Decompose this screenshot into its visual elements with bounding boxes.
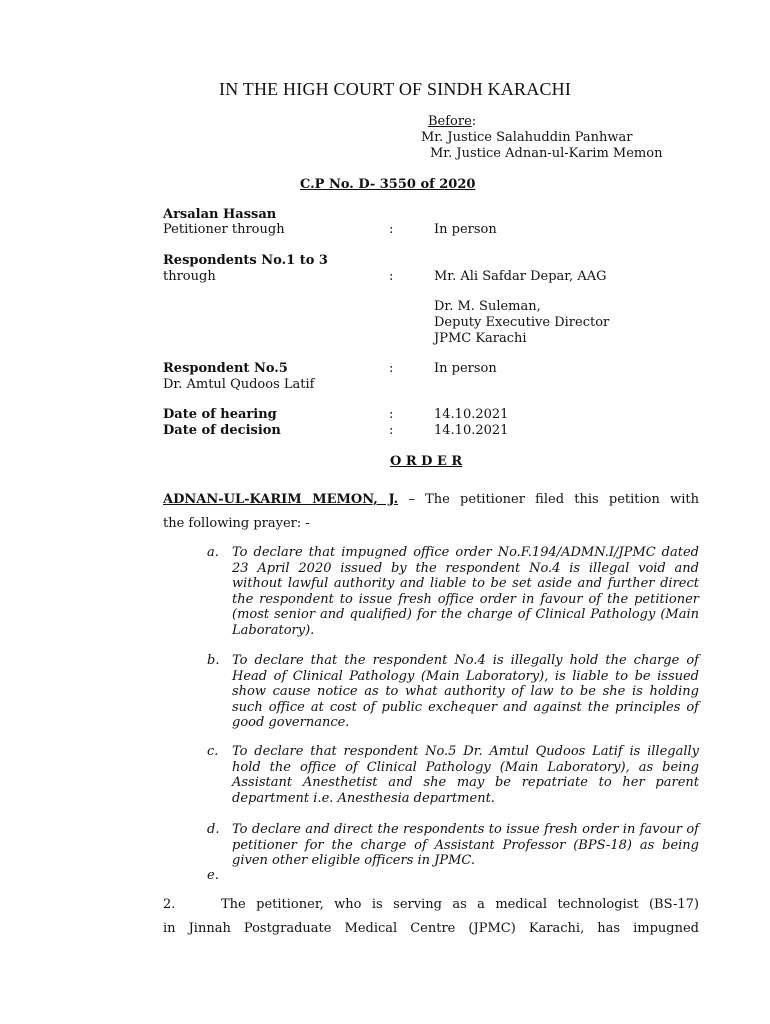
petitioner-counsel: In person xyxy=(434,222,497,237)
prayer-letter: e. xyxy=(207,868,219,883)
opening-line xyxy=(163,492,699,508)
prayer-text: To declare that the respondent No.4 is illegally hold the charge of Head of Clinical Pathology (Main Laboratory), is liable to be issued show cause notice as to what authority of law to be she is holding such office at cost of public exchequer and against the principles of good governance. xyxy=(232,653,699,731)
judge-2: Mr. Justice Adnan-ul-Karim Memon xyxy=(430,146,663,161)
prayer-text: To declare that impugned office order No.F.194/ADMN.I/JPMC dated 23 April 2020 issued by the respondent No.4 is illegal void and without lawful authority and liable to be set aside and further direct the respondent to issue fresh office order in favour of the petitioner (most senior and qualified) for the charge of Clinical Pathology (Main Laboratory). xyxy=(232,545,699,638)
prayer-item xyxy=(207,744,699,806)
hearing-date-value: 14.10.2021 xyxy=(434,407,509,422)
prayer-text: To declare and direct the respondents to issue fresh order in favour of petitioner for the charge of Assistant Professor (BPS-18) as being given other eligible officers in JPMC. xyxy=(232,822,699,869)
prayer-item xyxy=(207,822,699,869)
case-number: C.P No. D- 3550 of 2020 xyxy=(300,177,476,192)
respondents-heading: Respondents No.1 to 3 xyxy=(163,253,328,268)
respondent5-name: Dr. Amtul Qudoos Latif xyxy=(163,377,315,392)
decision-date-value: 14.10.2021 xyxy=(434,423,509,438)
paragraph-number: 2. xyxy=(163,897,176,912)
petitioner-name: Arsalan Hassan xyxy=(163,207,277,222)
colon: : xyxy=(389,222,394,237)
prayer-item xyxy=(207,545,699,639)
before-label: Before: xyxy=(428,114,477,129)
author-judge: ADNAN-UL-KARIM MEMON, J. xyxy=(163,492,399,507)
respondents-rep-line: Deputy Executive Director xyxy=(434,315,610,330)
prayer-letter: c. xyxy=(207,744,219,759)
respondents-rep-line: Dr. M. Suleman, xyxy=(434,299,541,314)
colon: : xyxy=(389,269,394,284)
prayer-letter: a. xyxy=(207,545,219,560)
judge-1: Mr. Justice Salahuddin Panhwar xyxy=(421,130,633,145)
prayer-letter: d. xyxy=(207,822,220,837)
respondent5-heading: Respondent No.5 xyxy=(163,361,288,376)
order-heading: O R D E R xyxy=(390,454,463,469)
paragraph-line: in Jinnah Postgraduate Medical Centre (JPMC) Karachi, has impugned xyxy=(163,921,699,936)
prayer-text: To declare that respondent No.5 Dr. Amtul Qudoos Latif is illegally hold the office of Clinical Pathology (Main Laboratory), as being Assistant Anesthetist and she may be repatriate to her parent department i.e. Anesthesia department. xyxy=(232,744,699,806)
respondents-through: through xyxy=(163,269,216,284)
respondent5-counsel: In person xyxy=(434,361,497,376)
decision-date-label: Date of decision xyxy=(163,423,281,438)
respondents-rep-line: JPMC Karachi xyxy=(434,331,527,346)
opening-continuation: the following prayer: - xyxy=(163,516,310,531)
paragraph-line: The petitioner, who is serving as a medical technologist (BS-17) xyxy=(221,897,699,912)
prayer-item xyxy=(207,653,699,731)
colon: : xyxy=(389,361,394,376)
opening-text: – The petitioner filed this petition with xyxy=(398,492,699,507)
prayer-letter: b. xyxy=(207,653,220,668)
colon: : xyxy=(389,407,394,422)
hearing-date-label: Date of hearing xyxy=(163,407,277,422)
respondents-counsel: Mr. Ali Safdar Depar, AAG xyxy=(434,269,607,284)
petitioner-through: Petitioner through xyxy=(163,222,285,237)
court-title: IN THE HIGH COURT OF SINDH KARACHI xyxy=(219,79,572,99)
colon: : xyxy=(389,423,394,438)
